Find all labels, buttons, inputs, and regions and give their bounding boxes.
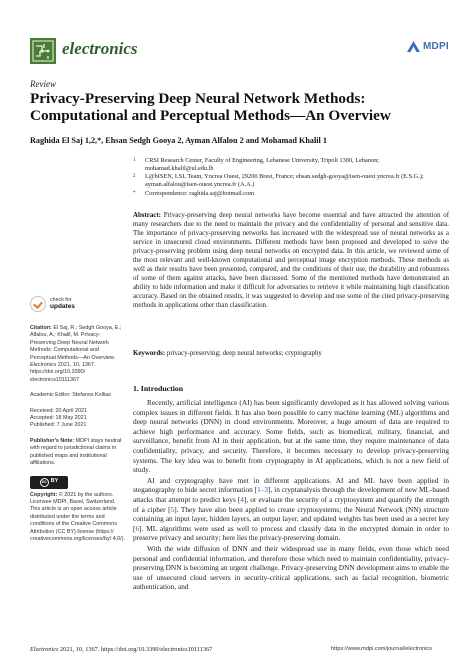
affiliation-item (133, 157, 448, 172)
article-sidebar (30, 325, 125, 543)
publisher-note-text: MDPI stays neutral with regard to jurisdictional claims in published maps and institutional affiliations. (30, 437, 122, 467)
updates-label: check for updates (50, 297, 75, 310)
paragraph: AI and cryptography have met in different applications. AI and ML have been applied in steganography to hide secret information [1–3], in cryptanalysis through the development of new ML-based attacks that attempt to predict keys [4], or evaluate the security of a cryptosystem and quantify the strength of a cipher [5]. They have also been applied to create cryptosystems; the Neural Network (NN) structure containing an input layer, hidden layers, an output layer, and updated weights has been used as a secret key [6]. ML algorithms were used as well to process and classify data in the encrypted domain in order to preserve privacy and security; here lies the privacy-preserving domain. (133, 475, 450, 543)
citation-block (30, 325, 125, 384)
abstract-label: Abstract: (133, 212, 161, 219)
footer-journal: Electronics (30, 646, 59, 653)
citation-journal: Electronics (30, 362, 57, 369)
citation-link[interactable]: 4 (240, 494, 244, 504)
publisher-note-label: Publisher's Note: (30, 437, 75, 444)
section-title: 1. Introduction (133, 384, 184, 393)
update-check-icon (30, 296, 46, 312)
citation-text: El Saj, R.; Sedgh Gooya, E.; Alfalou, A.; Khalil, M. Privacy-Preserving Deep Neural Network Methods: Computational and Perceptual Methods—An Overview. (30, 325, 122, 361)
copyright-block (30, 492, 125, 544)
affiliation-text: L@bISEN, LSL Team, Yncrea Ouest, 29200 Brest, France; ehsan.sedgh-gooya@isen-ouest.yncrea.fr (E.S.G.); ayman.alfalou@isen-ouest.yncrea.fr (A.A.) (145, 173, 424, 189)
affiliation-mark: 1 (133, 158, 136, 163)
paragraph: With the wide diffusion of DNN and their widespread use in many fields, even those which need personal and confidential information, and therefore those which need to maintain confidentiality, privacy-preserving DNN is becoming an urgent challenge. Privacy-preserving DNN development aims to enable the use of unsecured cloud servers in security-critical applications, such as facial recognition, biometric authentication, and (133, 543, 449, 592)
publisher-note (30, 438, 125, 468)
author-list: Raghida El Saj 1,2,*, Ehsan Sedgh Gooya 2, Ayman Alfalou 2 and Mohamad Khalil 1 (30, 136, 327, 145)
keywords-label: Keywords: (133, 350, 166, 357)
paper-title: Privacy-Preserving Deep Neural Network Methods: Computational and Perceptual Methods—An Overview (30, 90, 391, 124)
copyright-label: Copyright: (30, 491, 58, 498)
introduction-body (133, 398, 449, 593)
affiliations (133, 157, 448, 199)
citation-link[interactable]: 1–3 (257, 485, 269, 495)
footer-doi[interactable]: 2021, 10, 1367. https://doi.org/10.3390/electronics10111367 (60, 646, 213, 653)
received-date: Received: 20 April 2021 (30, 407, 87, 414)
affiliation-item (133, 173, 448, 188)
copyright-text: © 2021 by the authors. Licensee MDPI, Basel, Switzerland. This article is an open access article distributed under the terms and conditions of the Creative Commons Attribution (CC BY) license (https:// creativecommons.org/licenses/by/ 4.0/). (30, 491, 125, 542)
affiliation-item (133, 190, 448, 198)
mdpi-logo-icon (406, 40, 421, 53)
abstract (133, 211, 449, 311)
academic-editor: Academic Editor: Stefanos Kollias (30, 392, 111, 399)
affiliation-mark: 2 (133, 174, 136, 180)
footer-journal-url[interactable]: https://www.mdpi.com/journal/electronics (331, 646, 433, 652)
affiliation-text: CRSI Research Center, Faculty of Engineering, Lebanese University, Tripoli 1300, Lebanon; mohamad.khalil@ul.edu.lb (145, 157, 380, 172)
citation-link[interactable]: 6 (135, 523, 140, 533)
affiliation-text: Correspondence: raghida.saj@hotmail.com (145, 189, 255, 197)
footer-citation (30, 646, 212, 653)
paragraph: Recently, artificial intelligence (AI) has been significantly developed as it has allowed solving various complex issues in different fields. It has also been possible to carry machine learning (ML) algorithms and deep neural networks (DNN) in cloud environments. Moreover, a huge amount of data are required to achieve high performance and accuracy. Some fields, such as biomedical, military, financial, and surveillance, benefit from AI in their application, but at the same time, they require maintenance of data confidentiality, privacy, and security. Therefore, it becomes necessary to develop privacy-preserving systems. The key idea was to benefit from cryptography in AI applications, which is not a new field of study. (133, 398, 449, 475)
article-type: Review (30, 79, 56, 89)
citation-link[interactable]: 5 (170, 504, 175, 514)
cc-icon: cc (40, 478, 49, 487)
abstract-text: Privacy-preserving deep neural networks have become essential and have attracted the attention of many researchers due to the need to maintain the privacy and the confidentiality of personal and sensitive data. The importance of privacy-preserving networks has increased with the widespread use of neural networks as a service in unsecured cloud environments. Different methods have been proposed and developed to solve the privacy-preserving problem using deep neural networks on encrypted data. In this article, we reviewed some of the most relevant and well-known computational and perceptual image encryption methods. These methods as well as their results have been presented, compared, and the conditions of their use, the durability and robustness of some of them against attacks, have been discussed. Some of the mentioned methods have demonstrated an ability to hide information and make it difficult for adversaries to retrieve it while maintaining high classification accuracy. Based on the obtained results, it was suggested to develop and use some of the cited privacy-preserving methods in applications other than classification. (133, 212, 449, 310)
published-date: Published: 7 June 2021 (30, 422, 87, 429)
journal-name: electronics (62, 39, 138, 58)
check-for-updates-button[interactable] (30, 296, 125, 314)
affiliation-mark: * (133, 190, 136, 196)
citation-label: Citation: (30, 325, 52, 331)
dates-block (30, 408, 125, 430)
cc-by-license-icon[interactable] (30, 476, 68, 489)
accepted-date: Accepted: 18 May 2021 (30, 415, 87, 422)
keywords-text: privacy-preserving; deep neural networks; cryptography (166, 350, 322, 357)
publisher-name: MDPI (423, 41, 449, 52)
keywords (133, 349, 449, 358)
cc-by-label: BY (50, 478, 59, 485)
citation-volume-doi[interactable]: 2021, 10, 1367. https://doi.org/10.3390/ electronics10111367 (30, 362, 96, 383)
journal-logo-icon (30, 38, 56, 64)
